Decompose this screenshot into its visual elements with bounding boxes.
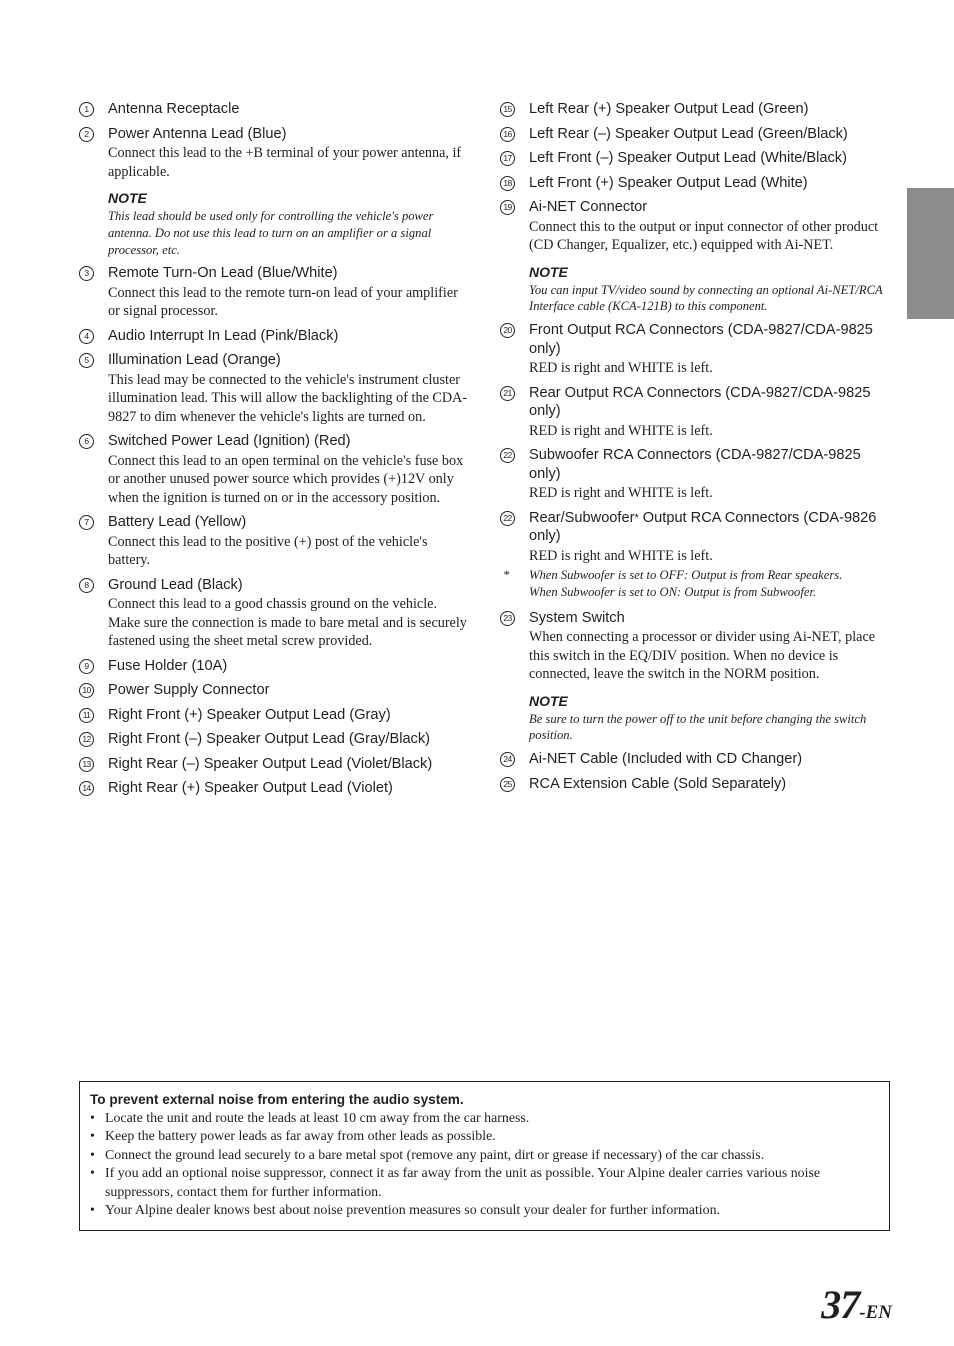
item-description: Connect this to the output or input connector of other product (CD Changer, Equalizer, etc.) equipped with Ai-NET.: [529, 218, 879, 253]
bullet-item: [90, 1110, 879, 1128]
bullet-icon: •: [90, 1129, 95, 1145]
item-title: Switched Power Lead (Ignition) (Red): [108, 433, 351, 450]
list-item: [500, 509, 896, 566]
bullet-text: If you add an optional noise suppressor, connect it as far away from the unit as possible. Your Alpine dealer carries various noise suppressors, contact them for further information.: [105, 1166, 821, 1200]
list-item: [500, 750, 896, 769]
list-item: [79, 351, 471, 426]
bullet-icon: •: [90, 1203, 95, 1219]
bullet-icon: •: [90, 1111, 95, 1126]
item-number: 17: [500, 151, 515, 166]
item-number: 1: [79, 102, 94, 117]
left-column: [79, 100, 471, 804]
item-description: RED is right and WHITE is left.: [529, 422, 713, 439]
bullet-list: [90, 1110, 879, 1220]
list-item: [79, 657, 471, 676]
item-number: 18: [500, 176, 515, 191]
page-language-suffix: -EN: [859, 1302, 892, 1323]
list-item: [500, 384, 896, 441]
item-title: Right Front (+) Speaker Output Lead (Gray): [108, 706, 391, 723]
item-title: Battery Lead (Yellow): [108, 514, 247, 531]
list-item: [500, 609, 896, 745]
item-number: 8: [79, 578, 94, 593]
item-title: [529, 509, 896, 546]
item-description: RED is right and WHITE is left.: [529, 547, 713, 564]
item-title: Audio Interrupt In Lead (Pink/Black): [108, 327, 339, 344]
item-number: 4: [79, 329, 94, 344]
item-title: Fuse Holder (10A): [108, 657, 228, 674]
footnote: [500, 567, 896, 601]
item-title: RCA Extension Cable (Sold Separately): [529, 775, 787, 792]
list-item: [500, 149, 896, 168]
item-number: 25: [500, 777, 515, 792]
item-description: Connect this lead to the remote turn-on lead of your amplifier or signal processor.: [108, 284, 458, 320]
item-number: 16: [500, 127, 515, 142]
list-item: [500, 100, 896, 119]
item-number: 10: [79, 683, 94, 698]
item-number: 11: [79, 708, 94, 723]
item-description: When connecting a processor or divider using Ai-NET, place this switch in the EQ/DIV position. When no device is connected, leave the switch in the NORM position.: [529, 629, 876, 683]
list-item: [79, 100, 471, 119]
item-title: Left Front (–) Speaker Output Lead (White/Black): [529, 150, 847, 166]
list-item: [500, 198, 896, 315]
item-title: Antenna Receptacle: [108, 101, 240, 117]
bullet-icon: •: [90, 1166, 95, 1182]
item-number: 3: [79, 266, 94, 281]
item-title: Ai-NET Connector: [529, 199, 648, 215]
item-title: Left Front (+) Speaker Output Lead (White): [529, 174, 808, 191]
note-text: Be sure to turn the power off to the unit before changing the switch position.: [529, 711, 867, 743]
item-description: Connect this lead to a good chassis ground on the vehicle. Make sure the connection is made to bare metal and is securely fastened using the sheet metal screw provided.: [108, 596, 467, 650]
item-title: Subwoofer RCA Connectors (CDA-9827/CDA-9825 only): [529, 447, 861, 482]
list-item: [79, 513, 471, 570]
item-number: 15: [500, 102, 515, 117]
item-title: System Switch: [529, 609, 625, 626]
item-title: Front Output RCA Connectors (CDA-9827/CDA-9825 only): [529, 322, 873, 357]
note-text: This lead should be used only for controlling the vehicle's power antenna. Do not use this lead to turn on an amplifier or a signal processor, etc.: [108, 209, 434, 257]
right-column: [500, 100, 896, 799]
item-title: Left Rear (+) Speaker Output Lead (Green): [529, 101, 809, 117]
bullet-item: [90, 1147, 879, 1165]
list-item: [79, 779, 471, 798]
item-number: 23: [500, 611, 515, 626]
note-label: NOTE: [108, 190, 147, 206]
list-item: [500, 775, 896, 794]
noise-prevention-box: [79, 1081, 890, 1231]
item-number: 2: [79, 127, 94, 142]
list-item: [79, 432, 471, 507]
item-number: 19: [500, 200, 515, 215]
list-item: [79, 576, 471, 651]
bullet-item: [90, 1165, 879, 1202]
bullet-icon: •: [90, 1147, 95, 1163]
list-item: [79, 755, 471, 774]
item-title-part: Output RCA Connectors (CDA-9826 only): [529, 509, 877, 545]
list-item: [79, 681, 471, 700]
item-number: 22: [500, 448, 515, 463]
item-number: 6: [79, 434, 94, 449]
list-item: [79, 327, 471, 346]
footnote-line: When Subwoofer is set to ON: Output is from Subwoofer.: [529, 584, 817, 599]
footnote-line: When Subwoofer is set to OFF: Output is from Rear speakers.: [529, 568, 843, 583]
item-number: 9: [79, 659, 94, 674]
item-title: Right Rear (+) Speaker Output Lead (Violet): [108, 780, 393, 797]
note-text: You can input TV/video sound by connecting an optional Ai-NET/RCA Interface cable (KCA-121B) to this component.: [529, 282, 883, 314]
asterisk-mark: *: [634, 511, 639, 524]
bullet-text: Locate the unit and route the leads at least 10 cm away from the car harness.: [105, 1111, 530, 1126]
bullet-item: [90, 1128, 879, 1146]
list-item: [500, 125, 896, 144]
item-description: RED is right and WHITE is left.: [529, 360, 713, 377]
item-number: 5: [79, 353, 94, 368]
item-title: Ground Lead (Black): [108, 576, 243, 593]
item-description: Connect this lead to the positive (+) post of the vehicle's battery.: [108, 533, 428, 569]
item-description: RED is right and WHITE is left.: [529, 485, 713, 502]
bullet-text: Keep the battery power leads as far away from other leads as possible.: [105, 1129, 496, 1145]
list-item: [79, 264, 471, 321]
item-number: 21: [500, 386, 515, 401]
noise-box-title: To prevent external noise from entering the audio system.: [90, 1092, 464, 1107]
item-number: 22: [500, 511, 515, 526]
item-title: Right Front (–) Speaker Output Lead (Gray/Black): [108, 731, 431, 748]
footnote-star: *: [503, 568, 510, 583]
list-item: [79, 730, 471, 749]
item-description: Connect this lead to an open terminal on the vehicle's fuse box or another unused power source which provides (+)12V only when the ignition is turned on or in the accessory position.: [108, 452, 464, 506]
item-title: Left Rear (–) Speaker Output Lead (Green/Black): [529, 125, 848, 142]
list-item: [500, 174, 896, 193]
bullet-item: [90, 1202, 879, 1220]
page-number-value: 37: [821, 1282, 860, 1327]
item-title: Rear Output RCA Connectors (CDA-9827/CDA-9825 only): [529, 384, 871, 420]
item-title: Power Supply Connector: [108, 682, 270, 699]
list-item: [79, 706, 471, 725]
item-number: 7: [79, 515, 94, 530]
item-title: Power Antenna Lead (Blue): [108, 125, 287, 142]
page-number: [821, 1282, 892, 1328]
item-description: Connect this lead to the +B terminal of your power antenna, if applicable.: [108, 145, 462, 180]
list-item: [500, 321, 896, 378]
item-number: 13: [79, 757, 94, 772]
note-label: NOTE: [529, 692, 568, 709]
item-number: 12: [79, 732, 94, 747]
item-title-part: Rear/Subwoofer: [529, 509, 635, 526]
bullet-text: Your Alpine dealer knows best about noise prevention measures so consult your dealer for further information.: [105, 1203, 721, 1219]
list-item: [500, 446, 896, 503]
item-title: Ai-NET Cable (Included with CD Changer): [529, 751, 803, 768]
bullet-text: Connect the ground lead securely to a bare metal spot (remove any paint, dirt or grease if necessary) of the car chassis.: [105, 1147, 765, 1163]
list-item: [79, 125, 471, 259]
item-number: 14: [79, 781, 94, 796]
section-tab-marker: [907, 188, 954, 319]
item-title: Right Rear (–) Speaker Output Lead (Violet/Black): [108, 755, 433, 772]
item-title: Remote Turn-On Lead (Blue/White): [108, 265, 338, 282]
item-title: Illumination Lead (Orange): [108, 352, 281, 369]
item-number: 24: [500, 752, 515, 767]
item-number: 20: [500, 323, 515, 338]
note-label: NOTE: [529, 263, 568, 280]
item-description: This lead may be connected to the vehicle's instrument cluster illumination lead. This will allow the backlighting of the CDA-9827 to dim whenever the vehicle's lights are turned on.: [108, 371, 468, 425]
